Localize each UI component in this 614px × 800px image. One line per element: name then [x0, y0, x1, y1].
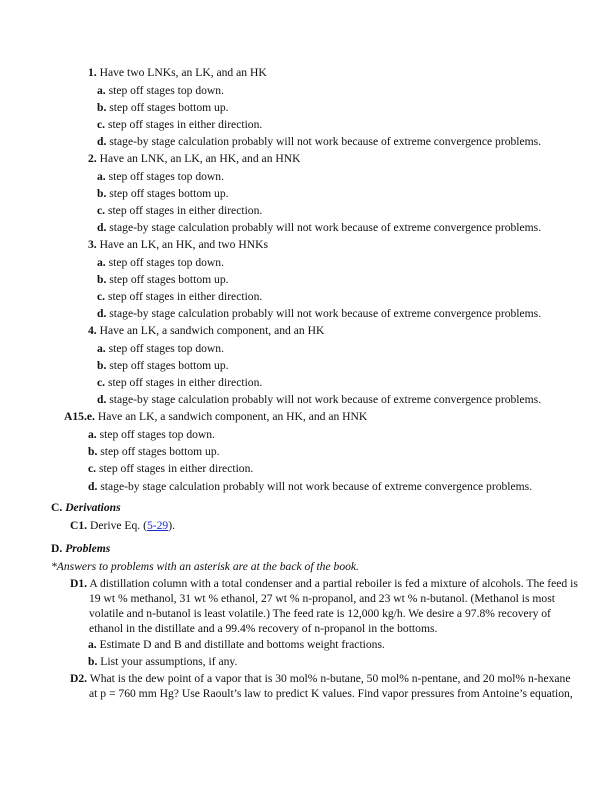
option-b: b. step off stages bottom up. — [97, 359, 229, 372]
problem-c1: C1. Derive Eq. (5-29). — [70, 519, 175, 532]
question-2: 2. Have an LNK, an LK, an HK, and an HNK — [88, 152, 301, 165]
option-b: b. step off stages bottom up. — [97, 273, 229, 286]
option-d: d. stage-by stage calculation probably will not work because of extreme convergence problems. — [97, 307, 542, 320]
option-a: a. step off stages top down. — [88, 428, 215, 441]
option-c: c. step off stages in either direction. — [97, 290, 263, 303]
section-heading-derivations: C. Derivations — [51, 501, 121, 514]
problem-d1: D1. A distillation column with a total condenser and a partial reboiler is fed a mixture of alcohols. The feed is 19 wt % methanol, 31 wt % ethanol, 27 wt % n-propanol, and 23 wt % n-butanol. (Methanol is most volatile and n-butanol is least volatile.) The feed rate is 12,000 kg/h. We desire a 97.8% recovery of ethanol in the distillate and a 99.4% recovery of n-propanol in the bottoms. — [70, 577, 578, 635]
option-c: c. step off stages in either direction. — [97, 204, 263, 217]
option-c: c. step off stages in either direction. — [88, 462, 254, 475]
section-heading-problems: D. Problems — [51, 542, 111, 555]
problem-d1-part-a: a. Estimate D and B and distillate and bottoms weight fractions. — [88, 638, 385, 651]
option-d: d. stage-by stage calculation probably will not work because of extreme convergence problems. — [97, 221, 542, 234]
option-d: d. stage-by stage calculation probably will not work because of extreme convergence problems. — [88, 480, 533, 493]
question-a15e: A15.e. Have an LK, a sandwich component, an HK, and an HNK — [64, 410, 368, 423]
option-c: c. step off stages in either direction. — [97, 376, 263, 389]
question-1: 1. Have two LNKs, an LK, and an HK — [88, 66, 267, 79]
question-3: 3. Have an LK, an HK, and two HNKs — [88, 238, 269, 251]
option-d: d. stage-by stage calculation probably will not work because of extreme convergence problems. — [97, 393, 542, 406]
option-a: a. step off stages top down. — [97, 84, 224, 97]
problem-d2: D2. What is the dew point of a vapor that is 30 mol% n-butane, 50 mol% n-pentane, and 20 mol% n-hexane at p = 760 mm Hg? Use Raoult’s law to predict K values. Find vapor pressures from Antoine’s equation, — [70, 672, 573, 700]
option-d: d. stage-by stage calculation probably will not work because of extreme convergence problems. — [97, 135, 542, 148]
option-a: a. step off stages top down. — [97, 256, 224, 269]
question-4: 4. Have an LK, a sandwich component, and an HK — [88, 324, 325, 337]
option-b: b. step off stages bottom up. — [88, 445, 220, 458]
option-c: c. step off stages in either direction. — [97, 118, 263, 131]
option-b: b. step off stages bottom up. — [97, 187, 229, 200]
option-b: b. step off stages bottom up. — [97, 101, 229, 114]
asterisk-note: *Answers to problems with an asterisk are at the back of the book. — [51, 560, 359, 573]
equation-link[interactable]: 5-29 — [146, 519, 169, 532]
option-a: a. step off stages top down. — [97, 342, 224, 355]
problem-d1-part-b: b. List your assumptions, if any. — [88, 655, 238, 668]
option-a: a. step off stages top down. — [97, 170, 224, 183]
